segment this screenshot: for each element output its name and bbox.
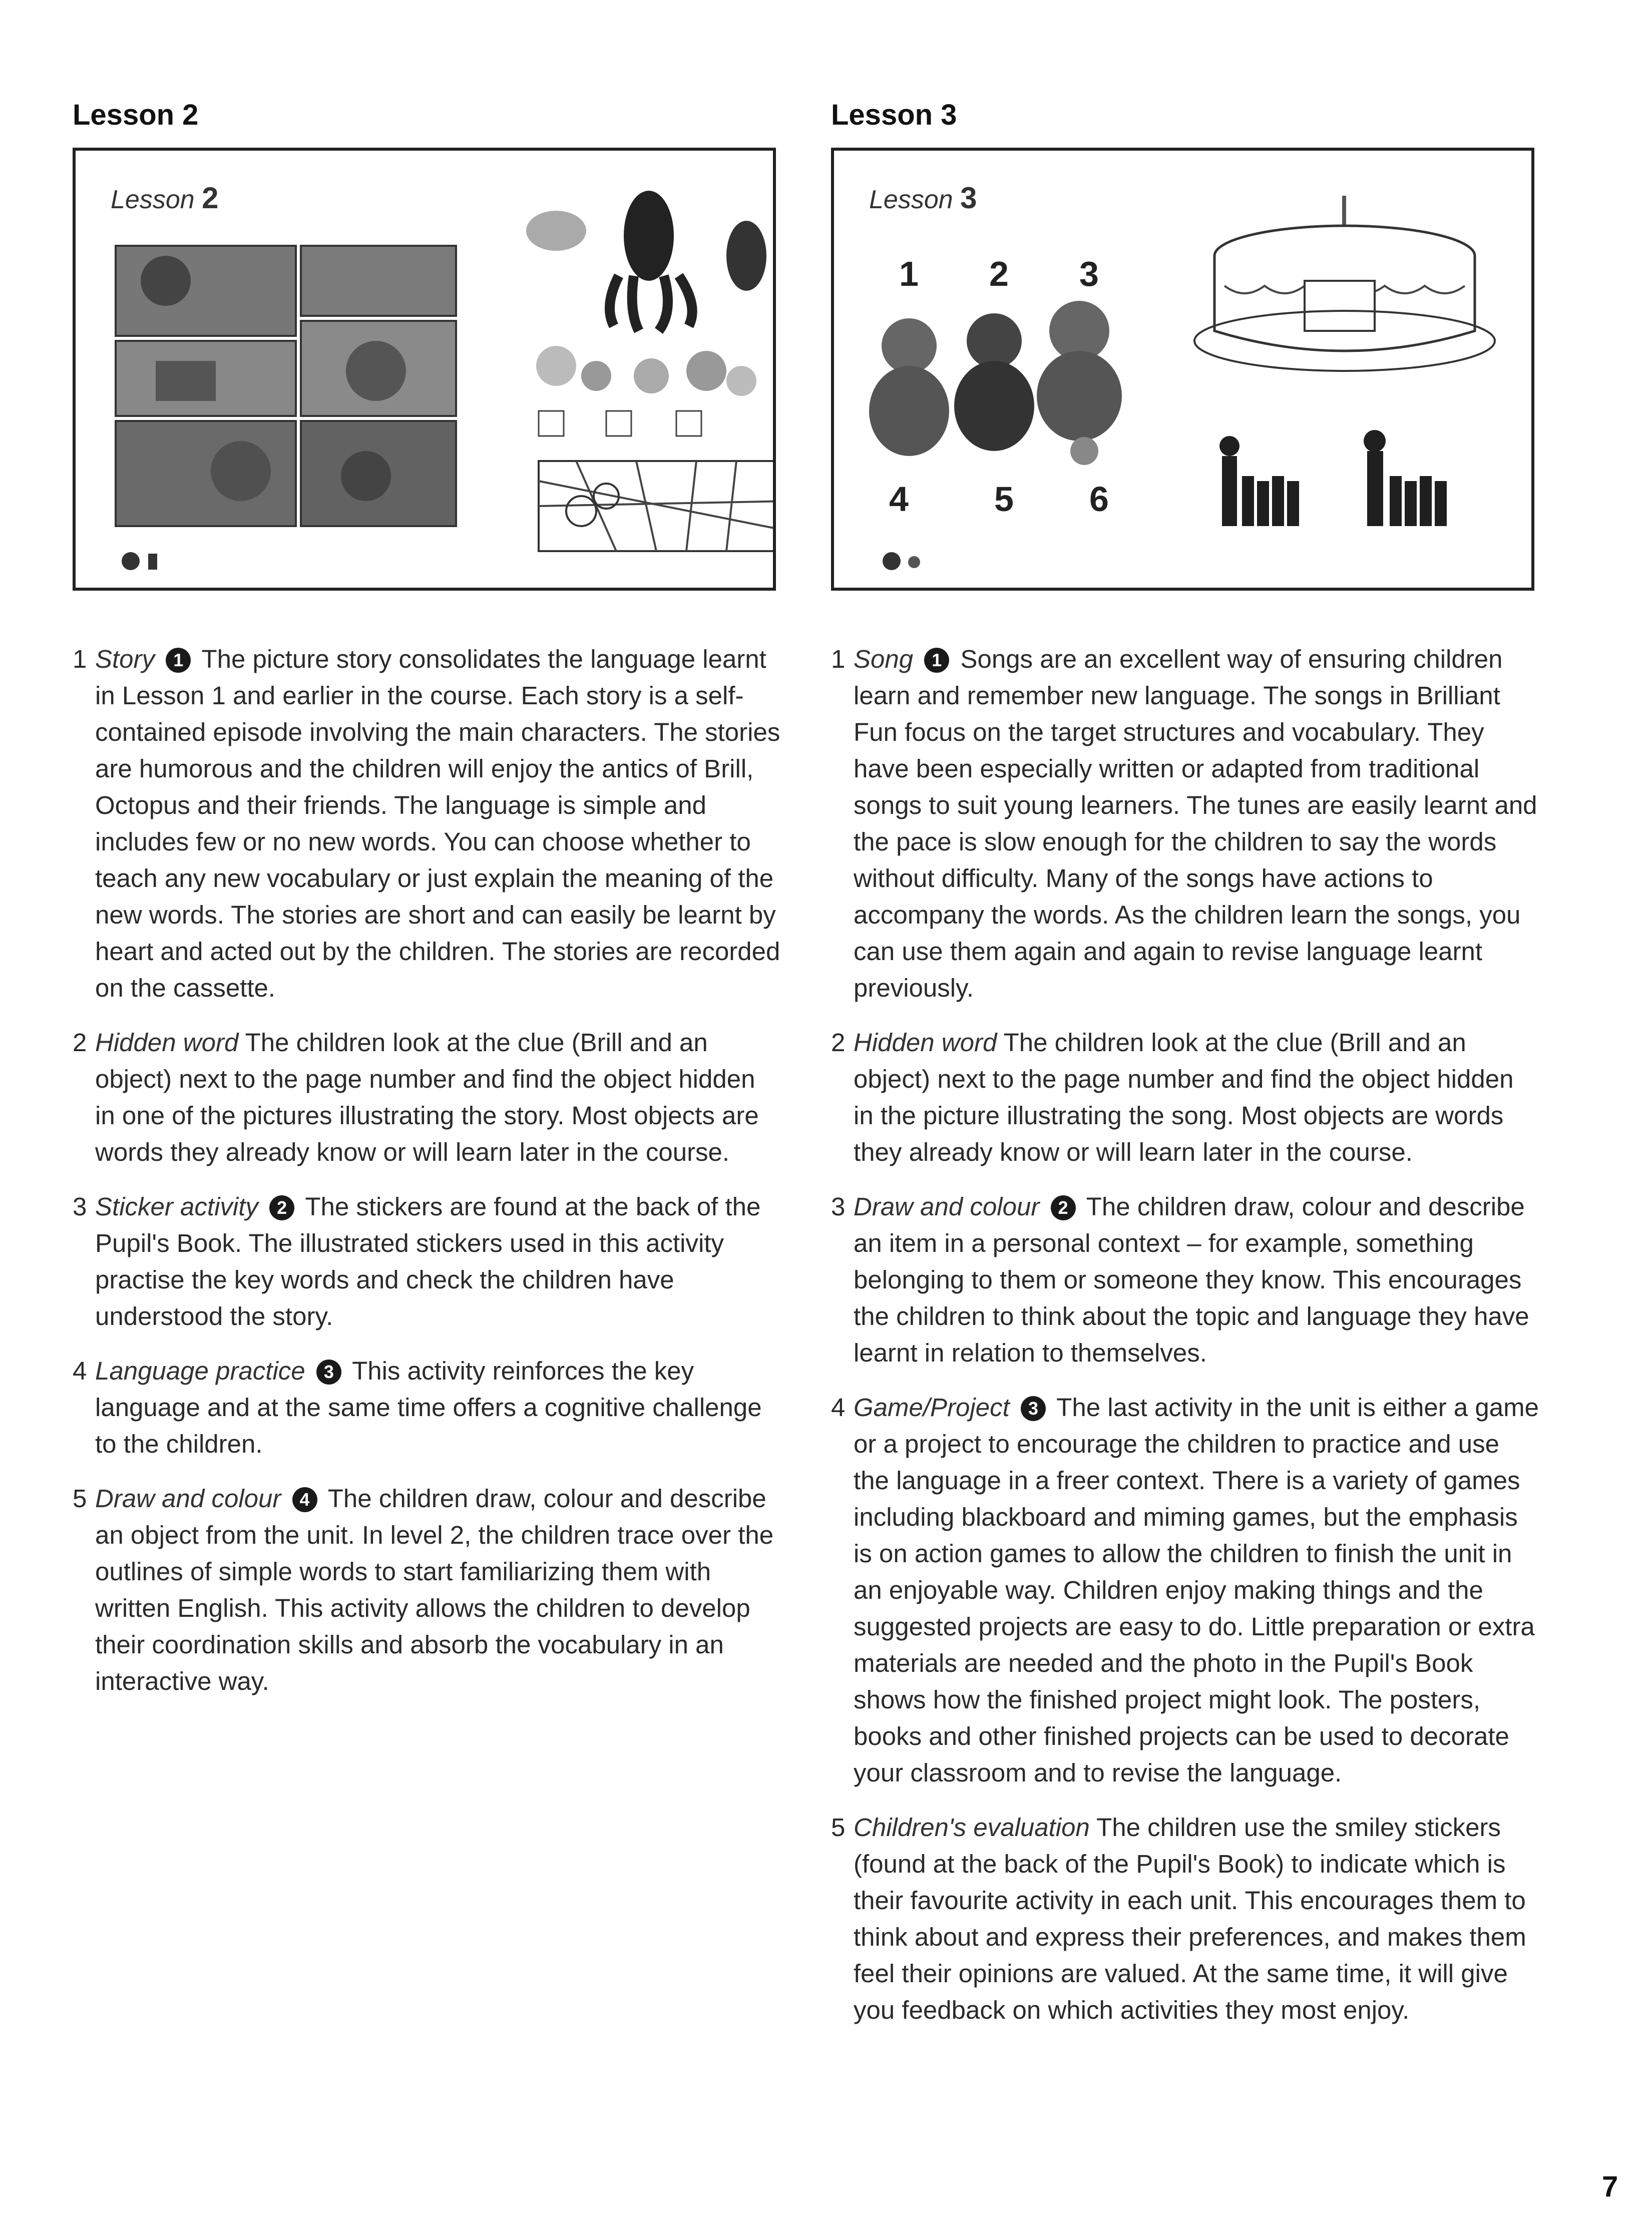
item-title: Game/Project (854, 1393, 1010, 1422)
item-text: The stickers are found at the back of the Pupil's Book. The illustrated stickers used in this activity practise the key words and check the children have understood the story. (95, 1192, 761, 1330)
lesson-3-heading: Lesson 3 (831, 99, 957, 131)
digit-label: 2 (989, 254, 1009, 293)
digit-label: 6 (1089, 480, 1109, 519)
item-text: The children draw, colour and describe an object from the unit. In level 2, the children trace over the outlines of simple words to start familiarizing them with written English. This activity allows the children to develop their coordination skills and absorb the vocabulary in an interactive way. (95, 1484, 774, 1695)
item-title: Draw and colour (95, 1484, 281, 1513)
item-title: Language practice (95, 1357, 305, 1385)
item-number: 5 (831, 1813, 846, 1842)
item-number: 1 (73, 645, 87, 673)
page-number: 7 (1602, 2170, 1618, 2203)
lesson-3-activity-list (831, 641, 1539, 2028)
lesson-3-illustrations (834, 151, 1531, 588)
digit-label: 1 (899, 254, 919, 293)
digit-label: 4 (889, 480, 909, 519)
list-item (73, 1188, 781, 1334)
item-title: Sticker activity (95, 1192, 258, 1221)
birthday-cake-illustration (1194, 196, 1495, 371)
list-item (73, 641, 781, 1006)
lesson-3-page-preview (831, 148, 1534, 591)
lesson-2-illustrations (76, 151, 773, 588)
item-number: 3 (73, 1192, 87, 1221)
lesson-2-heading: Lesson 2 (73, 99, 199, 131)
list-item (831, 641, 1539, 1006)
preview-title-word: Lesson (111, 185, 195, 214)
item-text: The children use the smiley stickers (found at the back of the Pupil's Book) to indicate which is their favourite activity in each unit. This encourages them to think about and express their preferences, and makes them feel their opinions are valued. At the same time, it will give you feedback on which activities they most enjoy. (854, 1813, 1526, 2024)
preview-title-number: 2 (202, 181, 219, 215)
item-title: Story (95, 645, 155, 673)
list-item (831, 1809, 1539, 2028)
step-badge: 1 (166, 648, 191, 673)
list-item (831, 1024, 1539, 1170)
item-text: This activity reinforces the key language and at the same time offers a cognitive challenge to the children. (95, 1357, 762, 1458)
comic-strip-illustration (116, 246, 456, 526)
list-item (831, 1389, 1539, 1791)
list-item (831, 1188, 1539, 1371)
object-clue-icon (148, 554, 157, 570)
item-number: 1 (831, 645, 846, 673)
item-text: The children draw, colour and describe an item in a personal context – for example, something belonging to them or someone they know. This encourages the children to think about the topic and language they have learnt in relation to themselves. (854, 1192, 1529, 1367)
step-badge: 3 (316, 1360, 341, 1385)
list-item (73, 1480, 781, 1699)
item-title: Song (854, 645, 914, 673)
item-number: 5 (73, 1484, 87, 1513)
family-silhouettes-illustration (1219, 430, 1447, 526)
item-number: 3 (831, 1192, 846, 1221)
characters-illustration (526, 191, 766, 331)
preview-title-number: 3 (960, 181, 977, 215)
step-badge: 2 (1051, 1195, 1076, 1220)
item-number: 4 (73, 1357, 87, 1385)
item-number: 2 (73, 1028, 87, 1057)
list-item (73, 1024, 781, 1170)
step-badge: 2 (269, 1195, 294, 1220)
item-text: The children look at the clue (Brill and an object) next to the page number and find the object hidden in one of the pictures illustrating the story. Most objects are words they already know or will learn later in the course. (95, 1028, 759, 1166)
step-badge: 3 (1021, 1396, 1046, 1421)
item-title: Hidden word (95, 1028, 239, 1057)
step-badge: 1 (924, 648, 949, 673)
item-text: The last activity in the unit is either a game or a project to encourage the children to practice and use the language in a freer context. There is a variety of games including blackboard and miming games, but the emphasis is on action games to allow the children to finish the unit in an enjoyable way. Children enjoy making things and the suggested projects are easy to do. Little preparation or extra materials are needed and the photo in the Pupil's Book shows how the finished project might look. The posters, books and other finished projects can be used to decorate your classroom and to revise the language. (854, 1393, 1539, 1787)
list-item (73, 1353, 781, 1462)
maze-illustration (539, 461, 773, 551)
flowers-illustration (536, 346, 756, 436)
brill-clue-icon (122, 552, 140, 570)
object-clue-icon (908, 556, 920, 568)
item-title: Draw and colour (854, 1192, 1040, 1221)
item-number: 2 (831, 1028, 846, 1057)
lesson-3-column (831, 98, 1539, 2046)
brill-clue-icon (883, 552, 901, 570)
digit-label: 5 (994, 480, 1014, 519)
preview-title-word: Lesson (869, 185, 953, 214)
digit-label: 3 (1079, 254, 1099, 293)
item-title: Hidden word (854, 1028, 997, 1057)
item-title: Children's evaluation (854, 1813, 1090, 1842)
item-text: The picture story consolidates the language learnt in Lesson 1 and earlier in the course. Each story is a self-contained episode involving the main characters. The stories are humorous and the children will enjoy the antics of Brill, Octopus and their friends. The language is simple and includes few or no new words. You can choose whether to teach any new vocabulary or just explain the meaning of the new words. The stories are short and can easily be learnt by heart and acted out by the children. The stories are recorded on the cassette. (95, 645, 780, 1002)
item-number: 4 (831, 1393, 846, 1422)
item-text: The children look at the clue (Brill and an object) next to the page number and find the object hidden in the picture illustrating the song. Most objects are words they already know or will learn later in the course. (854, 1028, 1514, 1166)
lesson-2-activity-list (73, 641, 781, 1699)
item-text: Songs are an excellent way of ensuring children learn and remember new language. The songs in Brilliant Fun focus on the target structures and vocabulary. They have been especially written or adapted from traditional songs to suit young learners. The tunes are easily learnt and the pace is slow enough for the children to say the words without difficulty. Many of the songs have actions to accompany the words. As the children learn the songs, you can use them again and again to revise language learnt previously. (854, 645, 1537, 1002)
lesson-2-page-preview (73, 148, 776, 591)
bears-illustration (869, 301, 1122, 465)
lesson-2-column (73, 98, 781, 1717)
step-badge: 4 (292, 1487, 317, 1512)
